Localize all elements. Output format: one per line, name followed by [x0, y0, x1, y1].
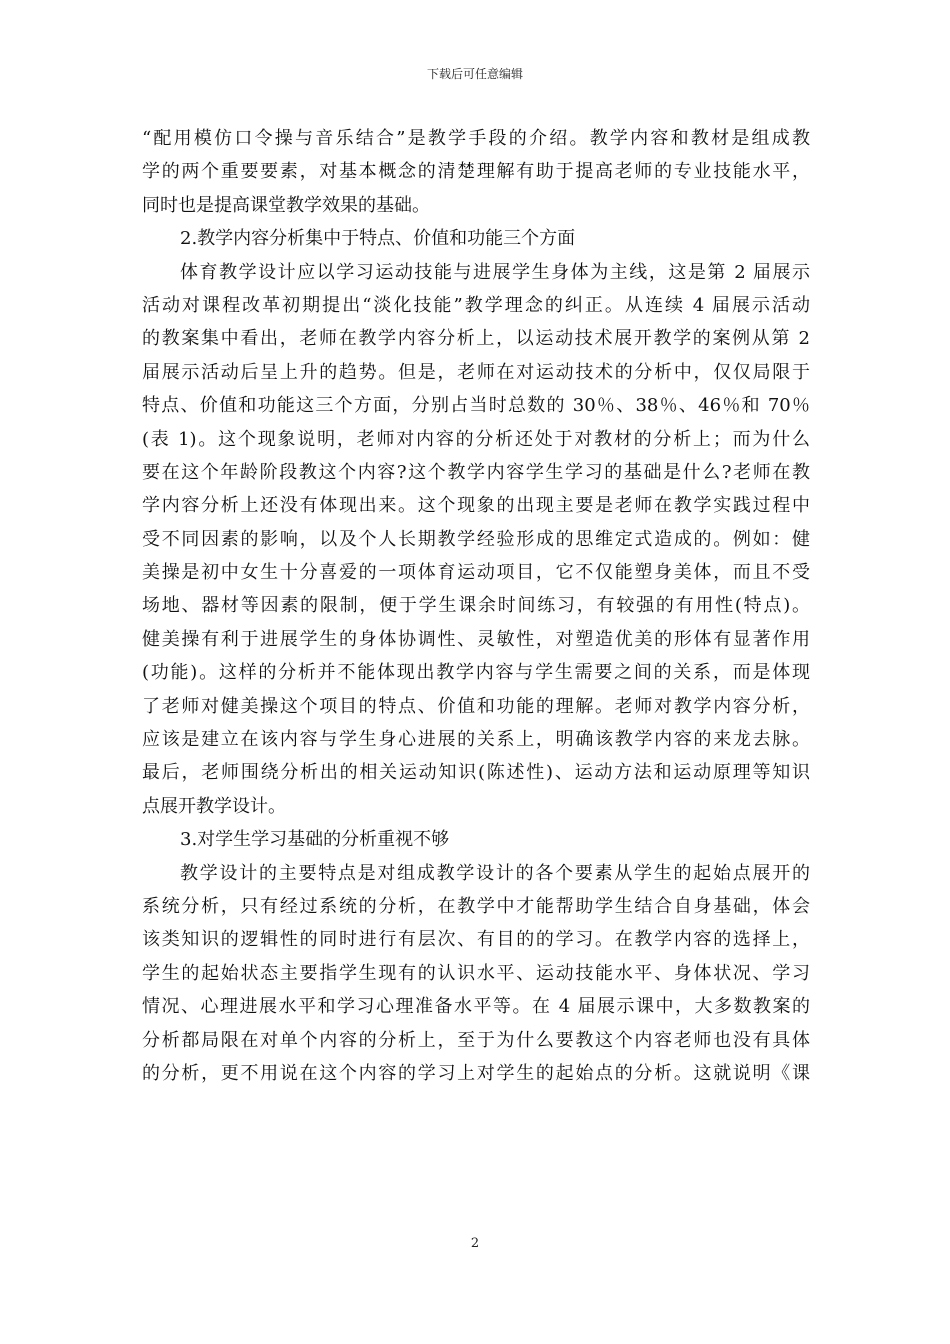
text-line: 教学设计的主要特点是对组成教学设计的各个要素从学生的起始点展开的 — [180, 862, 810, 884]
page-number: 2 — [470, 1236, 480, 1251]
text-line: 应该是建立在该内容与学生身心进展的关系上，明确该教学内容的来龙去脉。 — [142, 729, 810, 751]
text-line: 3.对学生学习基础的分析重视不够 — [180, 829, 450, 851]
page-header: 下载后可任意编辑 — [426, 67, 523, 81]
text-line: 系统分析，只有经过系统的分析，在教学中才能帮助学生结合自身基础，体会 — [142, 895, 810, 917]
text-line: 受不同因素的影响，以及个人长期教学经验形成的思维定式造成的。例如：健 — [142, 528, 810, 550]
text-line: 2.教学内容分析集中于特点、价值和功能三个方面 — [180, 228, 576, 250]
text-line: (功能)。这样的分析并不能体现出教学内容与学生需要之间的关系，而是体现 — [142, 662, 810, 684]
text-line: 学的两个重要要素，对基本概念的清楚理解有助于提高老师的专业技能水平， — [142, 161, 810, 183]
text-line: 特点、价值和功能这三个方面，分别占当时总数的 30％、38％、46％和 70％ — [142, 395, 810, 417]
text-line: 学生的起始状态主要指学生现有的认识水平、运动技能水平、身体状况、学习 — [142, 962, 810, 984]
text-line: 美操是初中女生十分喜爱的一项体育运动项目，它不仅能塑身美体，而且不受 — [142, 562, 810, 584]
body-text — [142, 122, 810, 1090]
text-line: 的教案集中看出，老师在教学内容分析上，以运动技术展开教学的案例从第 2 — [142, 328, 810, 350]
text-line: 了老师对健美操这个项目的特点、价值和功能的理解。老师对教学内容分析， — [142, 695, 810, 717]
text-line: (表 1)。这个现象说明，老师对内容的分析还处于对教材的分析上；而为什么 — [142, 428, 810, 450]
text-line: “配用模仿口令操与音乐结合”是教学手段的介绍。教学内容和教材是组成教 — [142, 128, 810, 149]
text-line: 最后，老师围绕分析出的相关运动知识(陈述性)、运动方法和运动原理等知识 — [142, 762, 810, 784]
text-line: 同时也是提高课堂教学效果的基础。 — [142, 194, 430, 216]
text-line: 要在这个年龄阶段教这个内容?这个教学内容学生学习的基础是什么?老师在教 — [142, 461, 810, 483]
text-line: 场地、器材等因素的限制，便于学生课余时间练习，有较强的有用性(特点)。 — [142, 595, 810, 617]
text-line: 学内容分析上还没有体现出来。这个现象的出现主要是老师在教学实践过程中 — [142, 495, 810, 517]
text-line: 活动对课程改革初期提出“淡化技能”教学理念的纠正。从连续 4 届展示活动 — [142, 294, 810, 316]
text-line: 的分析，更不用说在这个内容的学习上对学生的起始点的分析。这就说明《课 — [142, 1062, 810, 1084]
text-line: 点展开教学设计。 — [142, 795, 286, 817]
text-line: 届展示活动后呈上升的趋势。但是，老师在对运动技术的分析中，仅仅局限于 — [142, 361, 810, 383]
text-line: 该类知识的逻辑性的同时进行有层次、有目的的学习。在教学内容的选择上， — [142, 929, 810, 951]
text-line: 健美操有利于进展学生的身体协调性、灵敏性，对塑造优美的形体有显著作用 — [142, 628, 810, 650]
text-line: 情况、心理进展水平和学习心理准备水平等。在 4 届展示课中，大多数教案的 — [142, 996, 810, 1018]
text-line: 体育教学设计应以学习运动技能与进展学生身体为主线，这是第 2 届展示 — [180, 261, 810, 283]
text-line: 分析都局限在对单个内容的分析上，至于为什么要教这个内容老师也没有具体 — [142, 1029, 810, 1051]
